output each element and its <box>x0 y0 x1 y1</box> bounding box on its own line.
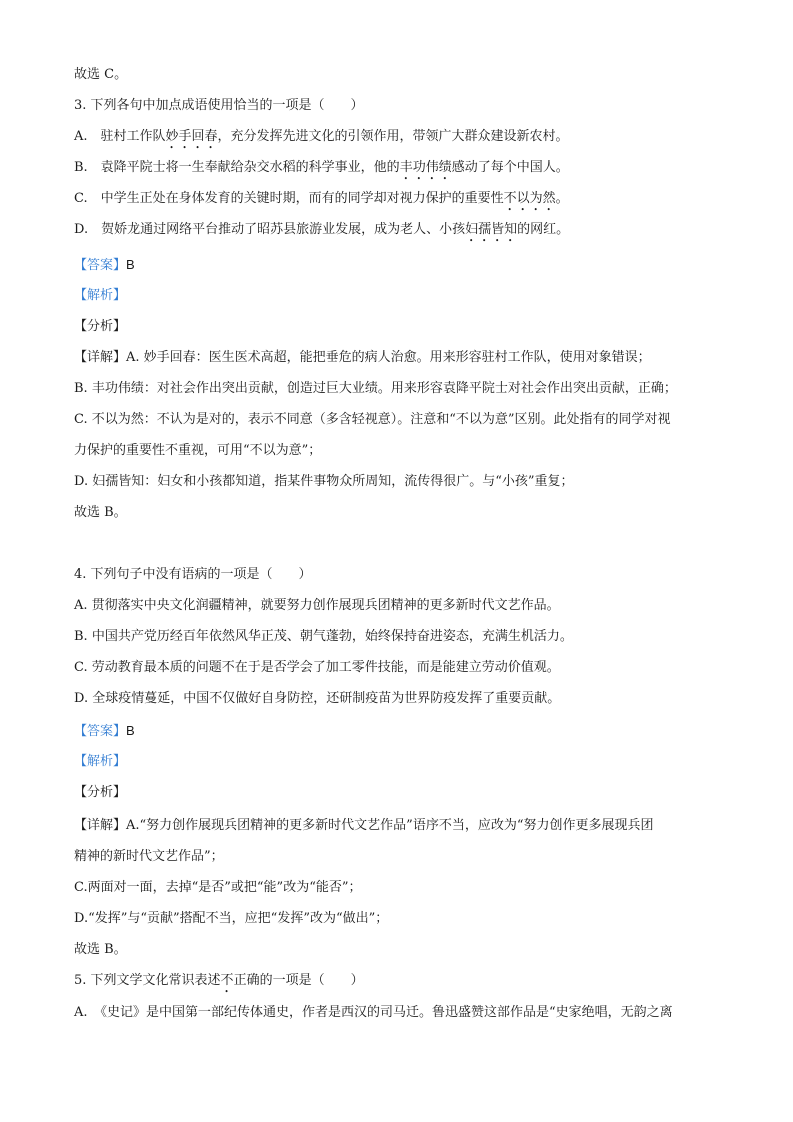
q3-detail-c-line2: 力保护的重要性不重视，可用“不以为意”； <box>74 443 322 458</box>
q3-answer <box>74 256 135 275</box>
q3-detail-a: 【详解】A. 妙手回春：医生医术高超，能把垂危的病人治愈。用来形容驻村工作队，使用对象错误； <box>74 350 651 365</box>
q3-option-a-idiom: 妙手回春 <box>165 129 218 144</box>
q3-option-d-rest: 的网红。 <box>517 222 570 237</box>
q5-stem-text: 5. 下列文学文化常识表述 <box>74 973 221 988</box>
q3-option-b-idiom: 丰功伟绩 <box>399 160 452 175</box>
q3-option-d-text: D. 贺娇龙通过网络平台推动了昭苏县旅游业发展，成为老人、小孩 <box>74 222 466 237</box>
q3-option-c <box>74 190 569 214</box>
question-4-stem: 4. 下列句子中没有语病的一项是（ ） <box>74 567 312 582</box>
q4-detail-d: D.“发挥”与“贡献”搭配不当，应把“发挥”改为“做出”； <box>74 911 389 926</box>
q3-fenxi-tag: 【分析】 <box>74 319 127 334</box>
conclusion-q2: 故选 C。 <box>74 67 128 82</box>
q3-option-a-text: A. 驻村工作队 <box>74 129 166 144</box>
q4-detail-a-line1: 【详解】A.“努力创作展现兵团精神的更多新时代文艺作品”语序不当，应改为“努力创作更多展现兵团 <box>74 818 654 833</box>
q3-answer-value: B <box>126 257 135 272</box>
q3-conclusion: 故选 B。 <box>74 505 127 520</box>
q3-option-d <box>74 221 569 245</box>
question-5-stem <box>74 972 364 996</box>
q3-option-c-rest: 。 <box>555 191 569 206</box>
q4-answer-value: B <box>126 723 135 738</box>
q4-jiexi-tag: 【解析】 <box>74 754 127 769</box>
q5-option-a: A. 《史记》是中国第一部纪传体通史，作者是西汉的司马迁。鲁迅盛赞这部作品是“史家绝唱，无韵之离 <box>74 1005 673 1020</box>
q4-conclusion: 故选 B。 <box>74 942 127 957</box>
q4-option-c: C. 劳动教育最本质的问题不在于是否学会了加工零件技能，而是能建立劳动价值观。 <box>74 660 560 675</box>
q3-option-c-idiom: 不以为然 <box>503 191 556 206</box>
q4-detail-a-line2: 精神的新时代文艺作品”； <box>74 849 224 864</box>
q3-option-a-rest: ，充分发挥先进文化的引领作用，带领广大群众建设新农村。 <box>217 129 569 144</box>
q3-detail-c-line1: C. 不以为然：不认为是对的，表示不同意（多含轻视意）。注意和“不以为意”区别。此处指有的同学对视 <box>74 412 671 427</box>
q3-jiexi-tag: 【解析】 <box>74 288 127 303</box>
q5-stem-emphasis: 不 <box>220 973 234 988</box>
q3-detail-b: B. 丰功伟绩：对社会作出突出贡献，创造过巨大业绩。用来形容袁降平院士对社会作出突出贡献，正确； <box>74 381 677 396</box>
q4-option-d: D. 全球疫情蔓延，中国不仅做好自身防控，还研制疫苗为世界防疫发挥了重要贡献。 <box>74 691 561 706</box>
question-3-stem: 3. 下列各句中加点成语使用恰当的一项是（ ） <box>74 98 364 113</box>
q3-option-b <box>74 159 569 183</box>
q4-option-b: B. 中国共产党历经百年依然风华正茂、朝气蓬勃，始终保持奋进姿态，充满生机活力。 <box>74 629 573 644</box>
q3-option-b-text: B. 袁降平院士将一生奉献给杂交水稻的科学事业，他的 <box>74 160 400 175</box>
q3-option-c-text: C. 中学生正处在身体发育的关键时期，而有的同学却对视力保护的重要性 <box>74 191 504 206</box>
q4-option-a: A. 贯彻落实中央文化润疆精神，就要努力创作展现兵团精神的更多新时代文艺作品。 <box>74 598 560 613</box>
q3-answer-tag: 【答案】 <box>74 258 127 273</box>
q3-option-b-rest: 感动了每个中国人。 <box>451 160 569 175</box>
q5-stem-rest: 正确的一项是（ ） <box>233 973 364 988</box>
q3-option-a <box>74 128 569 152</box>
q3-detail-d: D. 妇孺皆知：妇女和小孩都知道，指某件事物众所周知，流传得很广。与“小孩”重复； <box>74 474 574 489</box>
q4-fenxi-tag: 【分析】 <box>74 785 127 800</box>
q3-option-d-idiom: 妇孺皆知 <box>465 222 518 237</box>
q4-answer <box>74 722 135 741</box>
q4-detail-c: C.两面对一面，去掉“是否”或把“能”改为“能否”； <box>74 880 362 895</box>
q4-answer-tag: 【答案】 <box>74 724 127 739</box>
